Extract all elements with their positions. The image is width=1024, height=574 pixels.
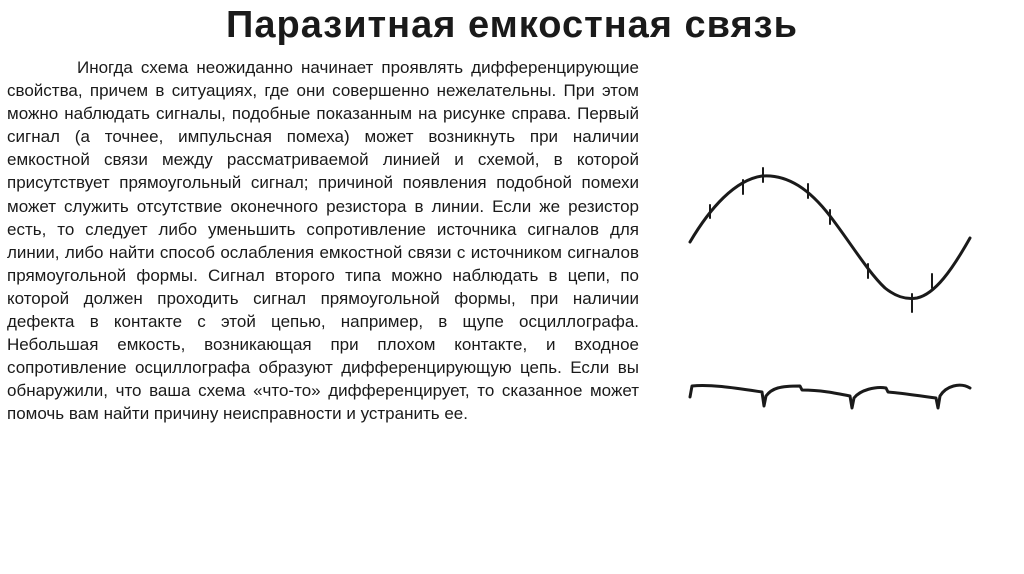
sine-wave-path: [690, 176, 970, 299]
slide-title: Паразитная емкостная связь: [226, 4, 798, 46]
signal-figure-svg: [680, 160, 980, 410]
body-paragraph: Иногда схема неожиданно начинает проявлять дифференцирующие свойства, причем в ситуациях, где они совершенно нежелательны. При этом можно наблюдать сигналы, подобные показанным на рисунке справа. Первый сигнал (а точнее, импульсная помеха) может возникнуть при наличии емкостной связи между рассматриваемой линией и схемой, в которой присутствует прямоугольный сигнал; причиной появления подобной помехи может служить отсутствие оконечного резистора в линии. Если же резистор есть, то следует либо уменьшить сопротивление источника сигналов для линии, либо найти способ ослабления емкостной связи с источником сигналов прямоугольной формы. Сигнал второго типа можно наблюдать в цепи, по которой должен проходить сигнал прямоугольной формы, при наличии дефекта в контакте с этой цепью, например, в щупе осциллографа. Небольшая емкость, возникающая при плохом контакте, и входное сопротивление осциллографа образуют дифференцирующую цепь. Если вы обнаружили, что ваша схема «что-то» дифференцирует, то сказанное может помочь вам найти причину неисправности и устранить ее.: [7, 58, 639, 424]
signal-figure: [680, 160, 980, 410]
sine-with-spikes-signal: [690, 168, 970, 312]
differentiated-square-signal: [690, 385, 970, 408]
